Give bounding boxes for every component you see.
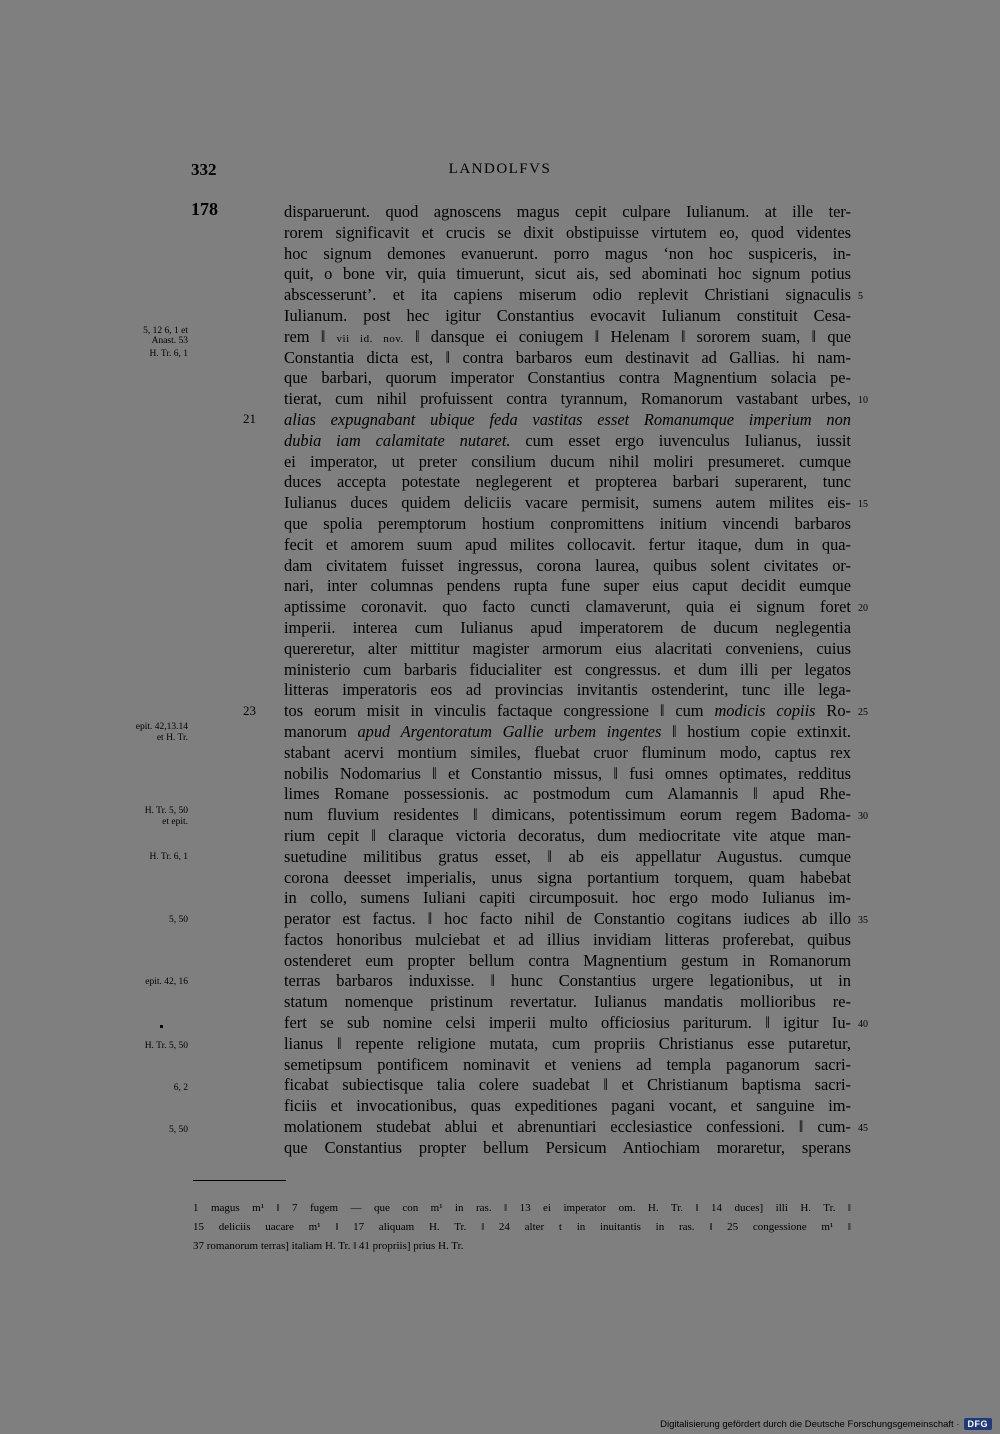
side-note: et H. Tr. (156, 733, 188, 743)
text-line: quereretur, alter mittitur magister armorum eius alacritati conveniens, cuius (284, 638, 851, 658)
text-line: quit, o bone vir, quia timuerunt, sicut ais, sed abominati hoc signum potius (284, 264, 851, 284)
text-line: lianus ‖ repente religione mutata, cum propriis Christianus esse putaretur, (284, 1033, 851, 1053)
margin-number: 23 (243, 703, 256, 718)
footnote-line: 1 magus m¹ ‖ 7 fugem — que con m¹ in ras. ‖ 13 ei imperator om. H. Tr. ‖ 14 duces] illi H. Tr. ‖ (193, 1202, 851, 1214)
text-line (284, 327, 851, 348)
footnote-rule (193, 1180, 286, 1181)
text-line: que barbari, quorum imperator Constantius contra Magnentium solacia pe- (284, 368, 851, 388)
text-line: ministerio cum barbaris fiducialiter est congressus. et dum illi per legatos (284, 659, 851, 679)
text-line: disparuerunt. quod agnoscens magus cepit culpare Iulianum. at ille ter- (284, 202, 851, 221)
text-line: abscesserunt’. et ita capiens miserum odio replevit Christiani signaculis (284, 285, 851, 305)
text-line: rorem significavit et crucis se dixit obstipuisse virtutem eo, quod videntes (284, 222, 851, 242)
text-line: duces accepta potestate neglegerent et propterea barbari superarent, tunc (284, 472, 851, 492)
text-span: ‖ dansque ei coniugem ‖ Helenam ‖ sororem suam, ‖ que (403, 326, 851, 346)
text-line: Iulianus duces quidem deliciis vacare permisit, sumens autem milites eis- (284, 493, 851, 513)
line-number: 15 (858, 499, 868, 510)
text-line: semetipsum pontificem nominavit et veniens ad templa paganorum sacri- (284, 1054, 851, 1074)
footnote-line: 15 deliciis uacare m¹ ‖ 17 aliquam H. Tr. ‖ 24 alter t in inuitantis in ras. ‖ 25 congessione m¹ ‖ (193, 1221, 851, 1233)
side-note: 5, 50 (169, 1125, 188, 1135)
side-note: H. Tr. 6, 1 (149, 349, 188, 359)
text-span: Ro- (815, 701, 851, 721)
text-line: limes Romane possessionis. ac postmodum cum Alamannis ‖ apud Rhe- (284, 784, 851, 804)
line-number: 10 (858, 395, 868, 406)
text-line: imperii. interea cum Iulianus apud imperatorem de ducum neglegentia (284, 617, 851, 637)
text-line: Constantia dicta est, ‖ contra barbaros eum destinavit ad Gallias. hi nam- (284, 347, 851, 367)
side-note: 5, 12 6, 1 et (143, 326, 188, 336)
text-line: ficiis et invocationibus, quas expeditiones pagani vocant, et sanguine im- (284, 1096, 851, 1116)
side-note: epit. 42,13.14 (135, 722, 188, 732)
italic-span: dubia iam calamitate nutaret. (284, 430, 511, 450)
text-line: corona deesset imperialis, unus signa portantium torquem, quam habebat (284, 867, 851, 887)
credit-text: Digitalisierung gefördert durch die Deutsche Forschungsgemeinschaft · (660, 1418, 960, 1430)
text-line-italic: alias expugnabant ubique feda vastitas esset Romanumque imperium non (284, 409, 851, 429)
text-line: que Constantius propter bellum Persicum Antiochiam moraretur, sperans (284, 1137, 851, 1157)
text-span: ‖ hostium copie extinxit. (661, 721, 851, 741)
text-line: factos honoribus mulciebat et ad illius invidiam litteras proferebat, quibus (284, 929, 851, 949)
text-line: num fluvium residentes ‖ dimicans, potentissimum eorum regem Badoma- (284, 805, 851, 825)
text-line: perator est factus. ‖ hoc facto nihil de Constantio cogitans iudices ab illo (284, 909, 851, 929)
text-line: hoc signum demones evanuerunt. porro magus ‘non hoc suspiceris, in- (284, 243, 851, 263)
italic-span: apud Argentoratum Gallie urbem ingentes (357, 721, 662, 741)
text-line: Iulianum. post hec igitur Constantius evocavit Iulianum constituit Cesa- (284, 305, 851, 325)
digitization-credit (660, 1418, 992, 1430)
text-span: rem ‖ (284, 326, 337, 346)
side-note: 5, 50 (169, 915, 188, 925)
text-span: tos eorum misit in vinculis factaque congressione ‖ cum (284, 701, 715, 721)
chapter-number: 178 (191, 199, 218, 219)
side-note: H. Tr. 5, 50 (144, 1041, 188, 1051)
text-line: ficabat subiectisque talia colere suadebat ‖ et Christianum baptisma sacri- (284, 1075, 851, 1095)
side-note: Anast. 53 (151, 336, 188, 346)
line-number: 5 (858, 291, 863, 302)
text-line: aptissime coronavit. quo facto cuncti clamaverunt, quia ei signum foret (284, 597, 851, 617)
text-line: molationem studebat ablui et abrenuntiari ecclesiastice confessioni. ‖ cum- (284, 1117, 851, 1137)
text-span: manorum (284, 721, 358, 741)
page-number: 332 (191, 160, 217, 179)
text-line: statum nomenque pristinum revertatur. Iulianus mandatis mollioribus re- (284, 992, 851, 1012)
text-span: cum esset ergo iuvenculus Iulianus, iussit (510, 430, 851, 450)
text-line: tierat, cum nihil profuissent contra tyrannum, Romanorum vastabant urbes, (284, 389, 851, 409)
ink-speck (160, 1025, 163, 1028)
text-line: fert se sub nomine celsi imperii multo officiosius pariturum. ‖ igitur Iu- (284, 1013, 851, 1033)
side-note: epit. 42, 16 (145, 977, 188, 987)
text-line: nari, inter columnas pendens rupta fune super eius caput decidit eumque (284, 576, 851, 596)
text-line: nobilis Nodomarius ‖ et Constantio missus, ‖ fusi omnes optimates, redditus (284, 763, 851, 783)
text-line: stabant acervi montium similes, fluebat cruor fluminum modo, captus rex (284, 742, 851, 762)
text-line: litteras imperatoris eos ad provincias invitantis ostenderint, tunc ille lega- (284, 680, 851, 700)
text-line: suetudine militibus gratus esset, ‖ ab eis appellatur Augustus. cumque (284, 846, 851, 866)
text-line: ostenderet eum propter bellum contra Magnentium gestum in Romanorum (284, 950, 851, 970)
text-line: terras barbaros induxisse. ‖ hunc Constantius urgere legationibus, ut in (284, 971, 851, 991)
text-line: rium cepit ‖ claraque victoria decoratus, dum mediocritate vite atque man- (284, 825, 851, 845)
line-number: 30 (858, 811, 868, 822)
text-line (284, 722, 851, 743)
running-title: LANDOLFVS (448, 161, 552, 177)
text-line (284, 701, 851, 722)
text-line (284, 431, 851, 452)
italic-span: modicis copiis (714, 701, 816, 721)
side-note: H. Tr. 5, 50 (144, 806, 188, 816)
main-text (284, 202, 851, 1159)
footnote-line: 37 romanorum terras] italiam H. Tr. ‖ 41 propriis] prius H. Tr. (193, 1240, 464, 1252)
line-number: 45 (858, 1123, 868, 1134)
text-line: que spolia peremptorum hostium conpromittens initium vincendi barbaros (284, 513, 851, 533)
apparatus-footnotes (193, 1199, 851, 1256)
text-line: fecit et amorem suum apud milites collocavit. fertur itaque, dum in qua- (284, 534, 851, 554)
line-number: 25 (858, 707, 868, 718)
text-line: dam civitatem fuisset ingressus, corona laurea, quibus solent civitates or- (284, 555, 851, 575)
margin-number: 21 (243, 411, 256, 426)
side-note: 6, 2 (173, 1083, 188, 1093)
side-note: H. Tr. 6, 1 (149, 852, 188, 862)
dfg-logo[interactable]: DFG (964, 1418, 993, 1430)
line-number: 20 (858, 603, 868, 614)
text-line: ei imperator, ut preter consilium ducum nihil moliri presumeret. cumque (284, 451, 851, 471)
line-number: 40 (858, 1019, 868, 1030)
text-line: in collo, sumens Iuliani capiti circumposuit. hoc ergo modo Iulianus im- (284, 888, 851, 908)
line-number: 35 (858, 915, 868, 926)
side-note: et epit. (162, 817, 188, 827)
date-smallcaps: vii id. nov. (336, 332, 404, 345)
